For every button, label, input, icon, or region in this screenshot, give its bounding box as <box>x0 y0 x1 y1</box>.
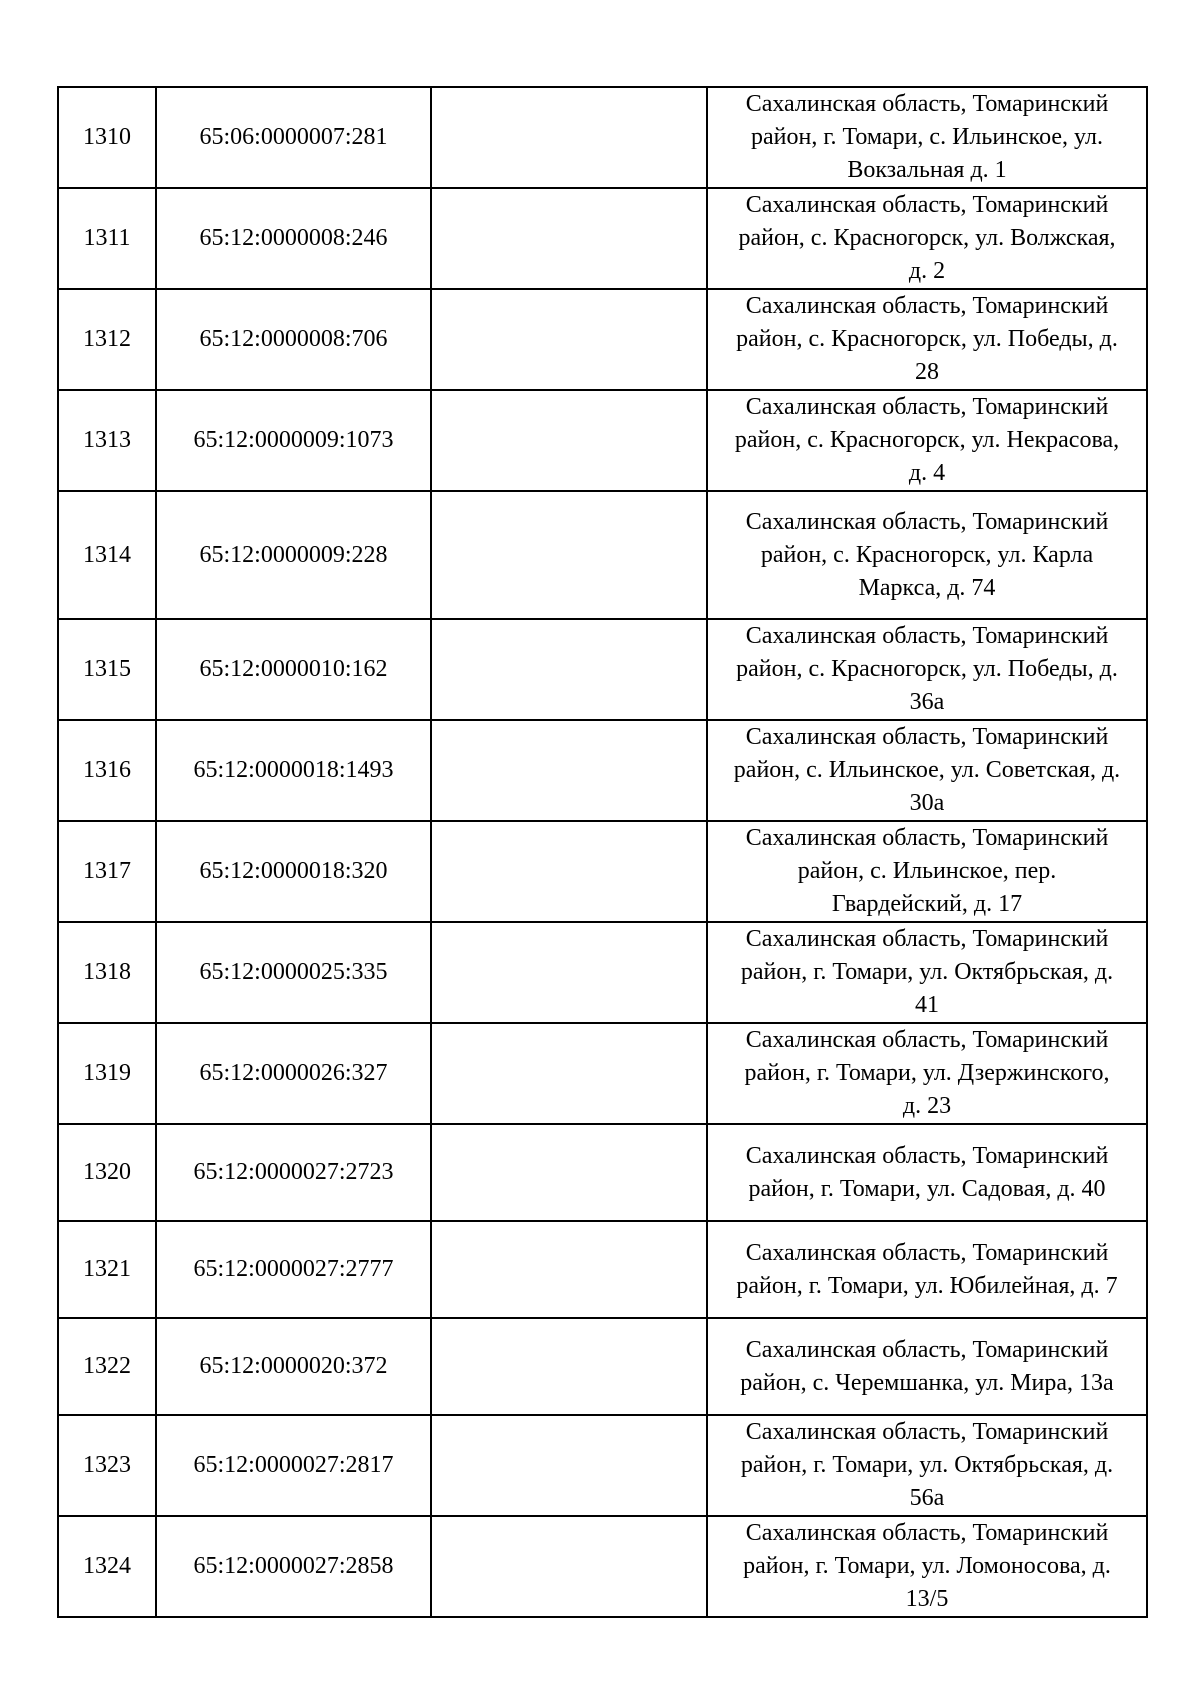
address-cell: Сахалинская область, Томаринский район, с. Красногорск, ул. Карла Маркса, д. 74 <box>707 491 1147 619</box>
row-number: 1314 <box>58 491 156 619</box>
table-row <box>58 390 1147 491</box>
cadastral-number: 65:12:0000018:1493 <box>156 720 431 821</box>
row-number: 1315 <box>58 619 156 720</box>
empty-cell <box>431 1023 707 1124</box>
table-row <box>58 922 1147 1023</box>
row-number: 1313 <box>58 390 156 491</box>
empty-cell <box>431 390 707 491</box>
table-row <box>58 821 1147 922</box>
row-number: 1318 <box>58 922 156 1023</box>
cadastral-number: 65:06:0000007:281 <box>156 87 431 188</box>
property-table <box>57 86 1148 1618</box>
empty-cell <box>431 289 707 390</box>
empty-cell <box>431 1516 707 1617</box>
row-number: 1310 <box>58 87 156 188</box>
address-cell: Сахалинская область, Томаринский район, г. Томари, с. Ильинское, ул. Вокзальная д. 1 <box>707 87 1147 188</box>
cadastral-number: 65:12:0000008:706 <box>156 289 431 390</box>
cadastral-number: 65:12:0000027:2723 <box>156 1124 431 1221</box>
address-cell: Сахалинская область, Томаринский район, г. Томари, ул. Дзержинского, д. 23 <box>707 1023 1147 1124</box>
cadastral-number: 65:12:0000009:228 <box>156 491 431 619</box>
address-cell: Сахалинская область, Томаринский район, г. Томари, ул. Садовая, д. 40 <box>707 1124 1147 1221</box>
cadastral-number: 65:12:0000027:2858 <box>156 1516 431 1617</box>
row-number: 1311 <box>58 188 156 289</box>
table-row <box>58 188 1147 289</box>
cadastral-number: 65:12:0000009:1073 <box>156 390 431 491</box>
address-cell: Сахалинская область, Томаринский район, г. Томари, ул. Ломоносова, д. 13/5 <box>707 1516 1147 1617</box>
empty-cell <box>431 922 707 1023</box>
address-cell: Сахалинская область, Томаринский район, г. Томари, ул. Октябрьская, д. 56а <box>707 1415 1147 1516</box>
table-row <box>58 619 1147 720</box>
address-cell: Сахалинская область, Томаринский район, с. Красногорск, ул. Некрасова, д. 4 <box>707 390 1147 491</box>
address-cell: Сахалинская область, Томаринский район, г. Томари, ул. Октябрьская, д. 41 <box>707 922 1147 1023</box>
row-number: 1323 <box>58 1415 156 1516</box>
empty-cell <box>431 720 707 821</box>
address-cell: Сахалинская область, Томаринский район, с. Красногорск, ул. Победы, д. 36а <box>707 619 1147 720</box>
empty-cell <box>431 188 707 289</box>
row-number: 1319 <box>58 1023 156 1124</box>
row-number: 1316 <box>58 720 156 821</box>
table-row <box>58 289 1147 390</box>
empty-cell <box>431 1124 707 1221</box>
row-number: 1320 <box>58 1124 156 1221</box>
table-row <box>58 1023 1147 1124</box>
row-number: 1322 <box>58 1318 156 1415</box>
address-cell: Сахалинская область, Томаринский район, с. Ильинское, ул. Советская, д. 30а <box>707 720 1147 821</box>
cadastral-number: 65:12:0000008:246 <box>156 188 431 289</box>
address-cell: Сахалинская область, Томаринский район, с. Ильинское, пер. Гвардейский, д. 17 <box>707 821 1147 922</box>
cadastral-number: 65:12:0000018:320 <box>156 821 431 922</box>
empty-cell <box>431 1221 707 1318</box>
row-number: 1324 <box>58 1516 156 1617</box>
cadastral-number: 65:12:0000027:2777 <box>156 1221 431 1318</box>
empty-cell <box>431 1318 707 1415</box>
empty-cell <box>431 1415 707 1516</box>
table-row <box>58 1516 1147 1617</box>
address-cell: Сахалинская область, Томаринский район, с. Черемшанка, ул. Мира, 13а <box>707 1318 1147 1415</box>
address-cell: Сахалинская область, Томаринский район, г. Томари, ул. Юбилейная, д. 7 <box>707 1221 1147 1318</box>
row-number: 1317 <box>58 821 156 922</box>
row-number: 1321 <box>58 1221 156 1318</box>
table-row <box>58 1124 1147 1221</box>
table-row <box>58 1221 1147 1318</box>
empty-cell <box>431 491 707 619</box>
cadastral-number: 65:12:0000010:162 <box>156 619 431 720</box>
table-row <box>58 1318 1147 1415</box>
address-cell: Сахалинская область, Томаринский район, с. Красногорск, ул. Победы, д. 28 <box>707 289 1147 390</box>
address-cell: Сахалинская область, Томаринский район, с. Красногорск, ул. Волжская, д. 2 <box>707 188 1147 289</box>
table-row <box>58 1415 1147 1516</box>
cadastral-number: 65:12:0000025:335 <box>156 922 431 1023</box>
table-row <box>58 491 1147 619</box>
cadastral-number: 65:12:0000020:372 <box>156 1318 431 1415</box>
empty-cell <box>431 619 707 720</box>
empty-cell <box>431 87 707 188</box>
table-row <box>58 87 1147 188</box>
table-row <box>58 720 1147 821</box>
empty-cell <box>431 821 707 922</box>
cadastral-number: 65:12:0000026:327 <box>156 1023 431 1124</box>
cadastral-number: 65:12:0000027:2817 <box>156 1415 431 1516</box>
row-number: 1312 <box>58 289 156 390</box>
